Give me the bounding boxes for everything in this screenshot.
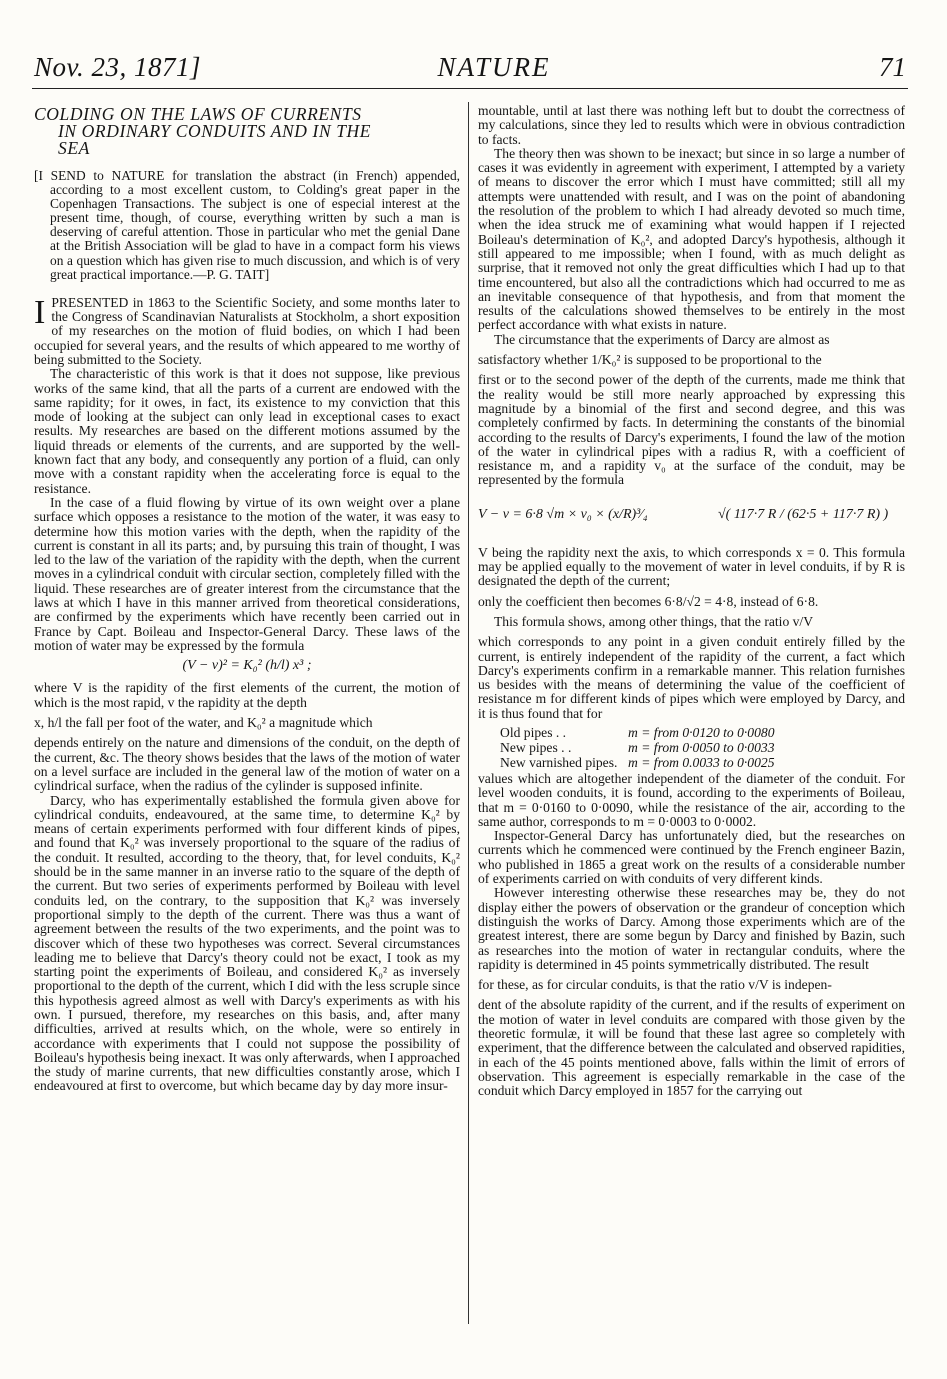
issue-date: Nov. 23, 1871] xyxy=(34,52,201,82)
paragraph: This formula shows, among other things, that the ratio v/V xyxy=(494,613,814,629)
pipes-table xyxy=(500,725,905,770)
paragraph: satisfactory whether 1/K₀² is supposed to be proportional to the xyxy=(478,352,822,368)
paragraph: values which are altogether independent of the diameter of the conduit. For level wooden conduits, it is found, according to the experiments of Boileau, that m = 0·0160 to 0·0090, while the resistance of the air, according to the same author, corresponds to m = 0·0003 to 0·0002. xyxy=(478,770,905,829)
pipe-value: m = from 0·0120 to 0·0080 xyxy=(628,724,775,740)
title-line-1: COLDING ON THE LAWS OF CURRENTS xyxy=(34,104,362,124)
paragraph: However interesting otherwise these researches may be, they do not display either the powers of observation or the grandeur of conception which distinguish the works of Darcy. Among those experiments which are of the greatest interest, there are some begun by Darcy and finished by Bazin, such as researches into the motion of water in rectangular conduits, where the rapidity is determined in 45 points symmetrically distributed. The result xyxy=(478,885,905,972)
title-line-3: SEA xyxy=(58,138,90,158)
formula-2 xyxy=(478,496,905,540)
paragraph xyxy=(34,293,460,367)
pipe-value: m = from 0·0050 to 0·0033 xyxy=(628,739,775,755)
pipes-row xyxy=(500,755,905,770)
pipe-label: Old pipes . . xyxy=(500,724,567,740)
formula-1: (V − v)² = K₀² (h/l) x³ ; xyxy=(182,658,312,674)
paragraph: Inspector-General Darcy has unfortunately died, but the researches on currents which he commenced were continued by the French engineer Bazin, who published in 1865 a great work on the results of a considerable number of experiments carried on with conduits of very different kinds. xyxy=(478,828,905,887)
paragraph: where V is the rapidity of the first elements of the current, the motion of which is the most rapid, v the rapidity at the depth xyxy=(34,680,460,710)
page-number: 71 xyxy=(879,52,906,82)
paragraph: for these, as for circular conduits, is that the ratio v/V is indepen- xyxy=(478,977,832,993)
pipe-label: New varnished pipes. xyxy=(500,754,618,770)
paragraph: dent of the absolute rapidity of the current, and if the results of experiment on the motion of water in level conduits are compared with those given by the theoretic formulæ, it will be found that these last agree so completely with experiment, that the difference between the calculated and observed rapidities, in each of the 45 points mentioned above, falls within the limit of errors of observation. This agreement is especially remarkable in the case of the conduit which Darcy employed in 1857 for the carrying out xyxy=(478,997,905,1099)
paragraph: Darcy, who has experimentally established the formula given above for cylindrical conduits, endeavoured, at the same time, to determine K₀² by means of certain experiments performed with four different kinds of pipes, and found that K₀² was inversely proportional to the square of the radius of the conduit. It resulted, according to the theory, that, for level conduits, K₀² should be in the same manner in an inverse ratio to the square of the depth of the current. But two series of experiments performed by Boileau with level conduits led, on the contrary, to the supposition that K₀² was inversely proportional simply to the depth of the current. There was thus a want of agreement between the results of the two experiments, and the point was to discover which of these two hypotheses was correct. Several circumstances leading me to believe that Darcy's theory could not be exact, I took as my starting point the experiments of Boileau, and considered K₀² as inversely proportional to the depth of the current, which I did with the less scruple since this hypothesis agreed almost as well with Darcy's experiments as with his own. I pursued, therefore, my researches on this basis, and, after many difficulties, arrived at results which, on the whole, were so entirely in accordance with experiments that I could not suppose the possibility of Boileau's hypothesis being inexact. It was only afterwards, when I approached the study of marine currents, that new difficulties constantly arose, which I endeavoured at first to overcome, but which became day by day more insur- xyxy=(34,792,460,1094)
editor-note: [I SEND to NATURE for translation the abstract (in French) appended, according to a most excellent custom, to Colding's great paper in the Copenhagen Transactions. The subject is one of especial interest at the present time, though, of course, everything written by such a man is deserving of careful attention. Those in particular who met the genial Dane at the British Association will be glad to have in a compact form his views on a question which has given rise to much discussion, and which is of very great practical importance.—P. G. TAIT] xyxy=(34,168,460,282)
right-column xyxy=(478,104,905,1099)
paragraph: only the coefficient then becomes 6·8/√2 = 4·8, instead of 6·8. xyxy=(478,593,819,609)
paragraph: The characteristic of this work is that it does not suppose, like previous works of the same kind, that all the parts of a current are endowed with the same rapidity; for it owes, in fact, its existence to my conviction that this mode of looking at the subject can only lead in exceptional cases to exact results. My researches are based on the different motions assumed by the liquid threads or elements of the currents, and are supported by the well-known fact that any body, and consequently any portion of a fluid, can only move with a constant rapidity when the accelerating force is equal to the resistance. xyxy=(34,366,460,496)
header-rule xyxy=(32,88,908,89)
paragraph: first or to the second power of the depth of the currents, made me think that the reality would be still more nearly approached by expressing this magnitude by a binomial of the first and second degree, and this was completely confirmed by facts. In determining the constants of the binomial according to the results of Darcy's experiments, I found the law of the motion of the water in cylindrical pipes with a radius R, with a coefficient of resistance m, and a rapidity v₀ at the surface of the conduit, may be represented by the formula xyxy=(478,372,905,488)
title-line-2: IN ORDINARY CONDUITS AND IN THE xyxy=(58,121,372,141)
paragraph: In the case of a fluid flowing by virtue of its own weight over a plane surface which opposes a resistance to the motion of the water, it was easy to determine how this motion varies with the depth, when the rapidity of the current is constant in all its parts; and, by pursuing this train of thought, I was led to the law of the variation of the rapidity with the depth, when the current moves in a cylindrical conduit with circular section, completely filled with the liquid. These researches are of greater interest from the circumstance that the laws at which I have in this manner arrived from theoretical considerations, are confirmed by the experiments which have recently been carried out in France by Capt. Boileau and Inspector-General Darcy. These laws of the motion of water may be expressed by the formula xyxy=(34,494,460,653)
page-header xyxy=(34,52,906,90)
paragraph: The theory then was shown to be inexact; but since in so large a number of cases it was evidently in agreement with experiment, I attempted by a variety of means to discover the error which I must have committed; still all my attempts were unattended with result, and I was on the point of abandoning the resolution of the problem to which I had already devoted so much time, when the idea struck me of examining what would happen if I rejected Boileau's determination of K₀², and adopted Darcy's hypothesis, although it still appeared to me impossible; when I found, with as much delight as surprise, that it removed not only the great difficulties which I had up to that time encountered, but also all the contradictions which had occurred to me as an inevitable consequence of that hypothesis, and from that moment the results of the calculations showed themselves to be entirely in the most perfect accordance with what exists in nature. xyxy=(478,145,905,333)
column-divider xyxy=(468,102,469,1324)
paragraph: V being the rapidity next the axis, to which corresponds x = 0. This formula may be applied equally to the movement of water in level conduits, if by R is designated the depth of the current; xyxy=(478,544,905,589)
left-column xyxy=(34,104,460,1094)
pipes-row xyxy=(500,725,905,740)
paragraph: which corresponds to any point in a given conduit entirely filled by the current, is entirely independent of the rapidity of the current, a fact which Darcy's experiments confirm in a remarkable manner. This relation furnishes us besides with the means of determining the value of the coefficient of resistance m for different kinds of pipes which were employed by Darcy, and it is thus found that for xyxy=(478,634,905,721)
paragraph: depends entirely on the nature and dimensions of the conduit, on the depth of the current, &c. The theory shows besides that the laws of the motion of water on a level surface are included in the general law of the motion of water on a cylindrical surface, when the radius of the cylinder is supposed infinite. xyxy=(34,735,460,794)
formula-2-left: V − v = 6·8 √m × v₀ × (x/R)³⁄₄ xyxy=(478,506,648,522)
pipe-value: m = from 0.0033 to 0·0025 xyxy=(628,754,775,770)
pipes-row xyxy=(500,740,905,755)
paragraph: mountable, until at last there was nothing left but to doubt the correctness of my calculations, since they led to results which were in obvious contradiction to facts. xyxy=(478,103,905,147)
journal-title: NATURE xyxy=(437,52,551,82)
paragraph: The circumstance that the experiments of Darcy are almost as xyxy=(494,331,830,347)
drop-cap: I xyxy=(34,293,46,331)
formula-2-right: √( 117·7 R / (62·5 + 117·7 R) ) xyxy=(718,506,889,522)
paragraph-text: PRESENTED in 1863 to the Scientific Society, and some months later to the Congress of Scandinavian Naturalists at Stockholm, a short exposition of my researches on the motion of fluid bodies, on which I had been occupied for several years, and the results of which appeared to me worthy of being submitted to the Society. xyxy=(34,294,460,367)
paragraph: x, h/l the fall per foot of the water, and K₀² a magnitude which xyxy=(34,715,373,731)
article-title xyxy=(34,106,460,157)
pipe-label: New pipes . . xyxy=(500,739,572,755)
